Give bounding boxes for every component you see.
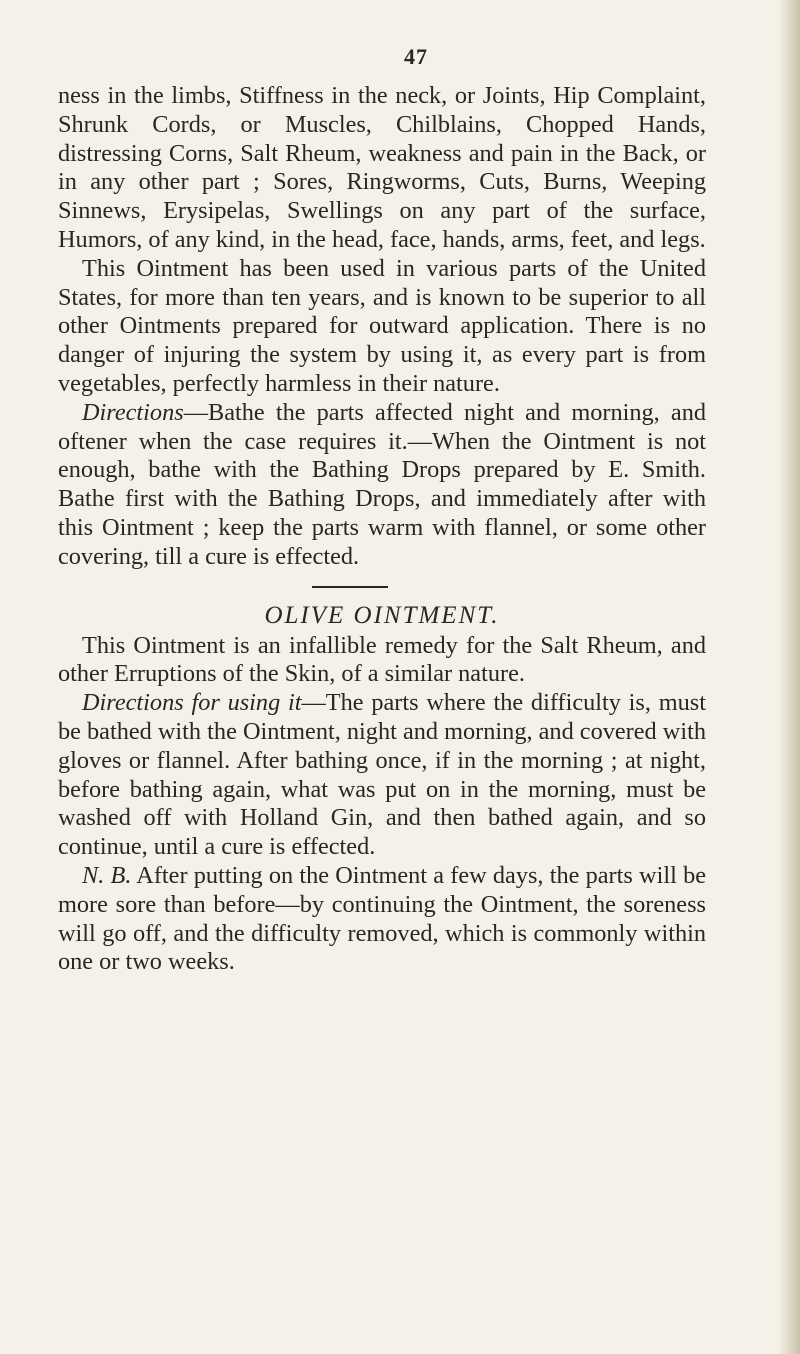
page-edge-shadow xyxy=(778,0,800,1354)
paragraph-directions xyxy=(58,399,706,572)
nota-bene-label: N. B. xyxy=(82,861,132,889)
paragraph-ailments: ness in the limbs, Stiffness in the neck, or Joints, Hip Complaint, Shrunk Cords, or Muscles, Chilblains, Chopped Hands, distressing Corns, Salt Rheum, weakness and pain in the Back, or in any other part ; Sores, Ringworms, Cuts, Burns, Weeping Sinnews, Erysipelas, Swellings on any part of the surface, Humors, of any kind, in the head, face, hands, arms, feet, and legs. xyxy=(58,82,706,253)
section-heading: OLIVE OINTMENT. xyxy=(264,601,500,629)
text-column xyxy=(58,82,706,977)
paragraph-usage-history: This Ointment has been used in various parts of the United States, for more than ten years, and is known to be superior to all other Ointments prepared for outward application. There is no danger of injuring the system by using it, as every part is from vegetables, perfectly harmless in their nature. xyxy=(58,254,706,397)
paragraph-olive-intro: This Ointment is an infallible remedy for the Salt Rheum, and other Erruptions of the Skin, of a similar nature. xyxy=(58,631,706,688)
nota-bene-text: After putting on the Ointment a few days, the parts will be more sore than before—by continuing the Ointment, the soreness will go off, and the difficulty removed, which is commonly within one or two weeks. xyxy=(58,861,706,976)
section-divider xyxy=(312,586,388,588)
paragraph-nota-bene xyxy=(58,862,706,977)
directions-label: Directions xyxy=(82,398,184,426)
olive-directions-label: Directions for using it xyxy=(82,689,302,717)
directions-text: —Bathe the parts affected night and morning, and oftener when the case requires it.—When the Ointment is not enough, bathe with the Bathing Drops prepared by E. Smith. Bathe first with the Bathing Drops, and immediately after with this Ointment ; keep the parts warm with flannel, or some other covering, till a cure is effected. xyxy=(58,398,706,570)
paragraph-olive-directions xyxy=(58,689,706,862)
page-number: 47 xyxy=(404,44,428,69)
olive-directions-text: —The parts where the difficulty is, must be bathed with the Ointment, night and morning, and covered with gloves or flannel. After bathing once, if in the morning ; at night, before bathing again, what was put on in the morning, must be washed off with Holland Gin, and then bathed again, and so continue, until a cure is effected. xyxy=(58,689,706,861)
